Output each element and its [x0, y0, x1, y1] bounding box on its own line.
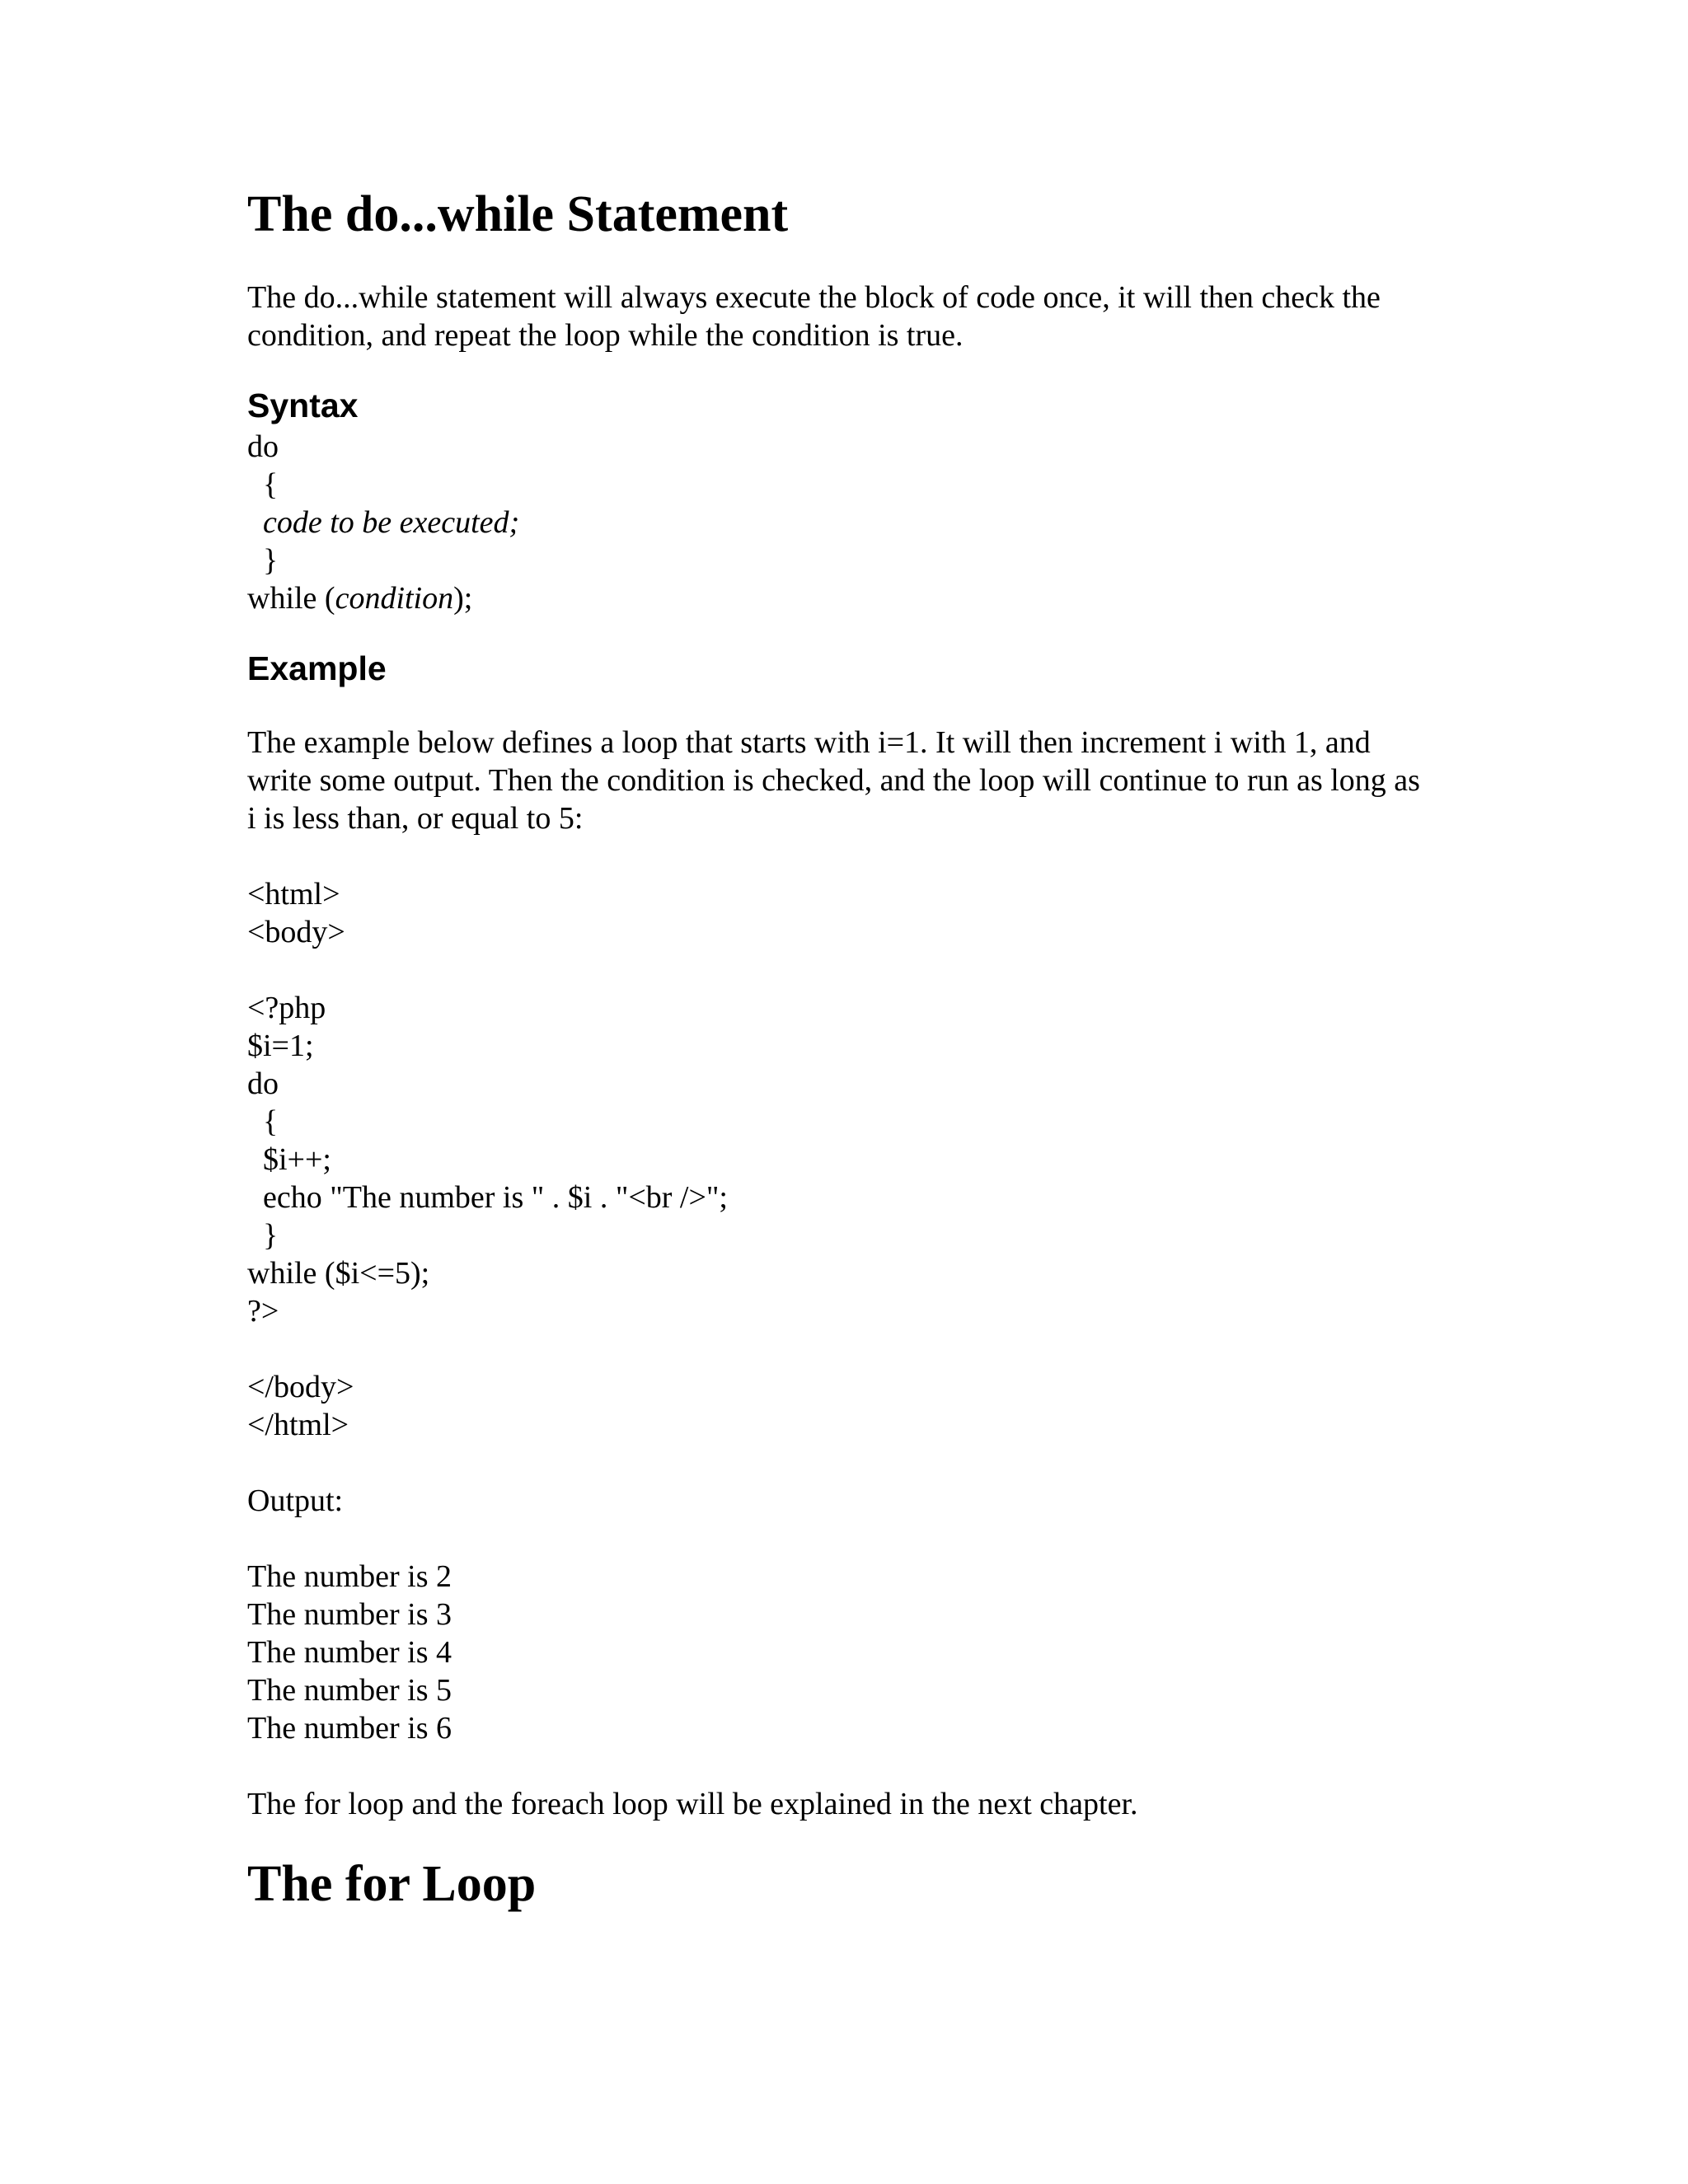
syntax-condition: condition: [335, 581, 454, 616]
code-open-brace: {: [263, 1104, 279, 1140]
syntax-code-text: code to be executed;: [263, 505, 520, 541]
syntax-close-brace: }: [263, 543, 279, 579]
code-close-brace: }: [263, 1218, 279, 1254]
code-php-close: ?>: [247, 1294, 279, 1329]
code-body-open: <body>: [247, 915, 345, 950]
document-page: [247, 186, 1451, 1913]
output-line: The number is 2: [247, 1559, 452, 1595]
code-body-close: </body>: [247, 1370, 354, 1405]
heading-for-loop: The for Loop: [247, 1856, 537, 1913]
example-paragraph: The example below defines a loop that starts with i=1. It will then increment i with 1, and write some output. Then the condition is checked, and the loop will continue to run as long as i is less than, or equal to 5:: [247, 725, 1420, 837]
code-init: $i=1;: [247, 1029, 314, 1064]
syntax-open-brace: {: [263, 467, 279, 503]
code-do: do: [247, 1066, 279, 1102]
output-block: [247, 1558, 1451, 1747]
output-line: The number is 3: [247, 1597, 452, 1633]
code-php-open: <?php: [247, 991, 326, 1026]
code-echo: echo "The number is " . $i . "<br />";: [263, 1180, 728, 1216]
syntax-while-prefix: while (: [247, 581, 335, 616]
output-line: The number is 6: [247, 1711, 452, 1746]
syntax-do: do: [247, 429, 279, 465]
code-block: [247, 875, 1451, 1444]
output-label: Output:: [247, 1483, 344, 1519]
syntax-heading: Syntax: [247, 387, 359, 425]
code-while: while ($i<=5);: [247, 1256, 430, 1291]
output-line: The number is 4: [247, 1635, 452, 1671]
syntax-block: [247, 428, 1451, 617]
output-line: The number is 5: [247, 1673, 452, 1708]
code-html-open: <html>: [247, 877, 340, 912]
example-heading: Example: [247, 649, 387, 688]
code-html-close: </html>: [247, 1408, 349, 1443]
syntax-code: [247, 504, 1451, 541]
syntax-while-suffix: );: [453, 581, 473, 616]
closing-paragraph: The for loop and the foreach loop will be explained in the next chapter.: [247, 1787, 1138, 1822]
heading-do-while: The do...while Statement: [247, 186, 789, 242]
syntax-while: [247, 579, 1451, 617]
code-increment: $i++;: [263, 1142, 331, 1178]
intro-paragraph: The do...while statement will always execute the block of code once, it will then check the condition, and repeat the loop while the condition is true.: [247, 280, 1381, 354]
